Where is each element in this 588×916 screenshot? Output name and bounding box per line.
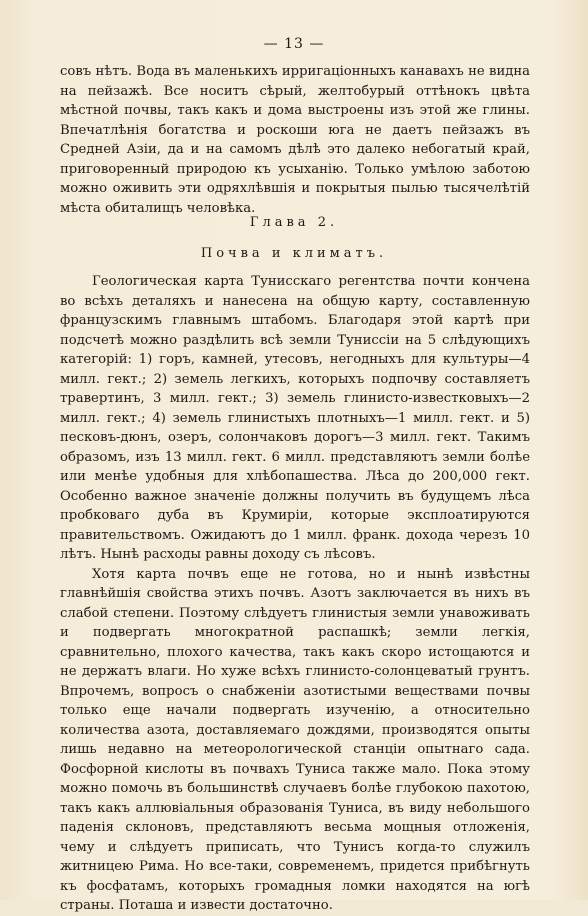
section-title: Почва и климатъ. <box>200 246 388 261</box>
paragraph-geology: Геологическая карта Тунисскаго регентства почти кончена во всѣхъ деталяхъ и нанесена на общую карту, составленную французскимъ главнымъ штабомъ. Благодаря этой картѣ при подсчетѣ можно раздѣлить всѣ земли Туниссіи на 5 слѣдующихъ категорій: 1) горъ, камней, утесовъ, негодныхъ для культуры—4 милл. гект.; 2) земель легкихъ, которыхъ подпочву составляетъ травертинъ, 3 милл. гект.; 3) земель глинисто-известковыхъ—2 милл. гект.; 4) земель глинистыхъ плотныхъ—1 милл. гект. и 5) песковъ-дюнъ, озеръ, солончаковъ дорогъ—3 милл. гект. Такимъ образомъ, изъ 13 милл. гект. 6 милл. представляютъ земли болѣе или менѣе удобныя для хлѣбопашества. Лѣса до 200,000 гект. Особенно важное значеніе должны получить въ будущемъ лѣса пробковаго дуба въ Крумиріи, которые эксплоатируются правительствомъ. Ожидаютъ до 1 милл. франк. дохода черезъ 10 лѣтъ. Нынѣ расходы равны доходу съ лѣсовъ. <box>60 274 530 562</box>
intro-paragraph-block <box>60 62 530 218</box>
page-number: — 13 — <box>263 36 325 52</box>
intro-paragraph: совъ нѣтъ. Вода въ маленькихъ ирригаціонныхъ канавахъ не видна на пейзажѣ. Все носитъ сѣрый, желтобурый оттѣнокъ цвѣта мѣстной почвы, такъ какъ и дома выстроены изъ этой же глины. Впечатлѣнія богатства и роскоши юга не даетъ пейзажъ въ Средней Азіи, да и на самомъ дѣлѣ это далеко небогатый край, приговоренный природою къ усыханію. Только умѣлою заботою можно оживить эти одряхлѣвшія и покрытыя пылью тысячелѣтій мѣста обиталищъ человѣка. <box>60 64 530 216</box>
body-text <box>60 272 530 916</box>
paragraph-soil: Хотя карта почвъ еще не готова, но и нынѣ извѣстны главнѣйшія свойства этихъ почвъ. Азотъ заключается въ нихъ въ слабой степени. Поэтому слѣдуетъ глинистыя земли унавоживать и подвергать многократной распашкѣ; земли легкія, сравнительно, плохого качества, такъ какъ скоро истощаются и не держатъ влаги. Но хуже всѣхъ глинисто-солонцеватый грунтъ. Впрочемъ, вопросъ о снабженіи азотистыми веществами почвы только еще начали подвергать изученію, а относительно количества азота, доставляемаго дождями, производятся опыты лишь недавно на метеорологической станціи опытнаго сада. Фосфорной кислоты въ почвахъ Туниса также мало. Пока этому можно помочь въ большинствѣ случаевъ болѣе глубокою пахотою, такъ какъ аллювіальныя образованія Туниса, въ виду небольшого паденія склоновъ, представляютъ весьма мощныя отложенія, чему и слѣдуетъ приписать, что Тунисъ когда-то служилъ житницею Рима. Но все-таки, современемъ, придется прибѣгнуть къ фосфатамъ, которыхъ громадныя ломки находятся на югѣ страны. Поташа и извести достаточно. <box>60 566 530 913</box>
chapter-title: Глава 2. <box>249 215 339 230</box>
